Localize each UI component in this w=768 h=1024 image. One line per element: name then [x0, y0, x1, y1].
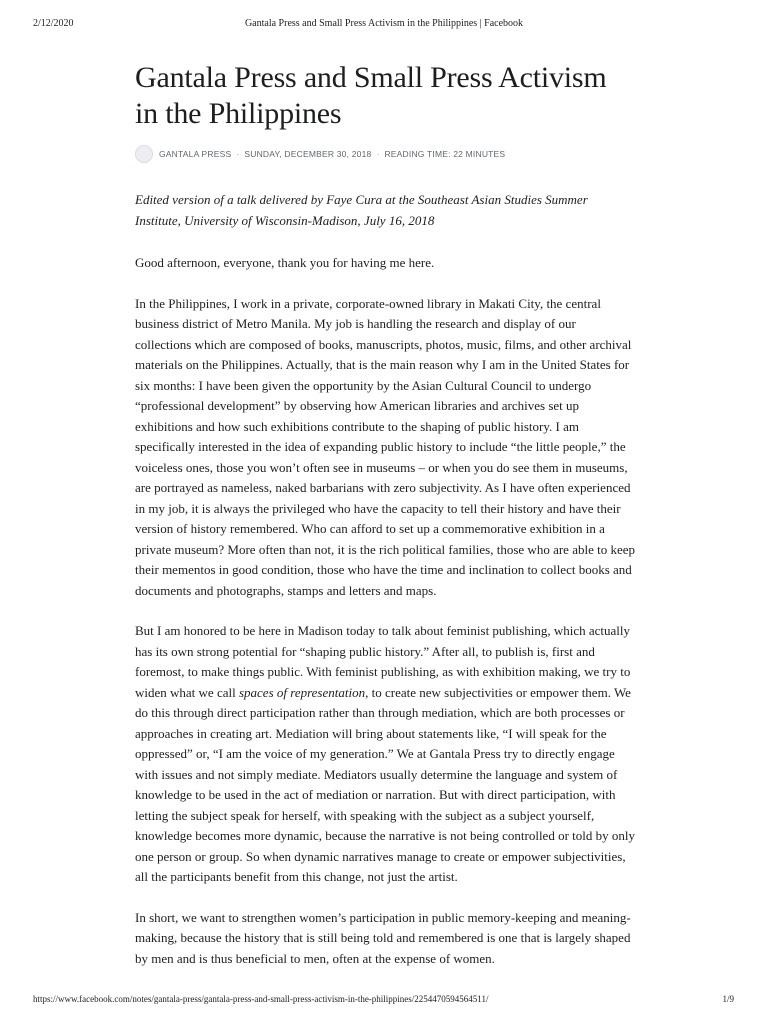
paragraph-greeting: Good afternoon, everyone, thank you for having me here.	[135, 255, 435, 270]
emphasized-phrase: spaces of representation	[238, 684, 366, 700]
byline	[135, 144, 635, 164]
print-header	[0, 18, 768, 32]
publish-date: SUNDAY, DECEMBER 30, 2018	[244, 149, 372, 159]
article-title-line-1: Gantala Press and Small Press Activism	[135, 61, 607, 94]
paragraph-feminist-publishing	[135, 621, 635, 888]
paragraph-text: But I am honored to be here in Madison today to talk about feminist publishing, which actually has its own strong potential for “shaping public history.” After all, to publish is, first and foremost, to make things public. With feminist publishing, as with exhibition making, we try to widen what we call	[135, 623, 631, 700]
author-avatar[interactable]	[135, 145, 153, 163]
author-name[interactable]: GANTALA PRESS	[159, 149, 232, 159]
article-body	[135, 190, 635, 969]
print-url: https://www.facebook.com/notes/gantala-press/gantala-press-and-small-press-activism-in-the-philippines/2254470594564511/	[33, 994, 489, 1004]
print-footer	[0, 994, 768, 1008]
reading-time: READING TIME: 22 MINUTES	[384, 149, 506, 159]
byline-separator: ·	[236, 149, 240, 159]
paragraph-women-participation: In short, we want to strengthen women’s participation in public memory-keeping and meaning-making, because the history that is still being told and remembered is one that is largely shaped by men and is thus beneficial to men, often at the expense of women.	[135, 909, 631, 966]
article-title-line-2: in the Philippines	[135, 97, 342, 130]
article	[135, 60, 635, 989]
print-date: 2/12/2020	[33, 18, 74, 29]
byline-separator: ·	[376, 149, 380, 159]
paragraph-library: In the Philippines, I work in a private, corporate-owned library in Makati City, the central business district of Metro Manila. My job is handling the research and display of our collections which are composed of books, manuscripts, photos, music, films, and other archival materials on the Philippines. Actually, that is the main reason why I am in the United States for six months: I have been given the opportunity by the Asian Cultural Council to undergo “professional development” by observing how American libraries and archives set up exhibitions and how such exhibitions contribute to the shaping of public history. I am specifically interested in the idea of expanding public history to include “the little people,” the voiceless ones, those you won’t often see in museums – or when you do see them in museums, are portrayed as nameless, naked barbarians with zero subjectivity. As I have often experienced in my job, it is always the privileged who have the capacity to tell their history and have their version of history remembered. Who can afford to set up a commemorative exhibition in a private museum? More often than not, it is the rich political families, those who are able to keep their mementos in good condition, those who have the time and inclination to collect books and documents and photographs, stamps and letters and maps.	[135, 295, 635, 598]
paragraph-text: , to create new subjectivities or empower them. We do this through direct participation rather than through mediation, which are both processes or approaches in creating art. Mediation will bring about statements like, “I will speak for the oppressed” or, “I am the voice of my generation.” We at Gantala Press try to directly engage with issues and not simply mediate. Mediators usually determine the language and system of knowledge to be used in the act of mediation or narration. But with direct participation, with letting the subject speak for herself, with speaking with the subject as a subject yourself, knowledge becomes more dynamic, because the narrative is not being controlled or told by only one person or group. So when dynamic narratives manage to create or empower subjectivities, all the participants benefit from this change, not just the artist.	[135, 684, 635, 884]
article-title	[135, 60, 635, 132]
print-page-title: Gantala Press and Small Press Activism in the Philippines | Facebook	[244, 18, 524, 29]
page-number: 1/9	[722, 994, 734, 1004]
intro-paragraph: Edited version of a talk delivered by Faye Cura at the Southeast Asian Studies Summer Institute, University of Wisconsin-Madison, July 16, 2018	[135, 192, 588, 228]
